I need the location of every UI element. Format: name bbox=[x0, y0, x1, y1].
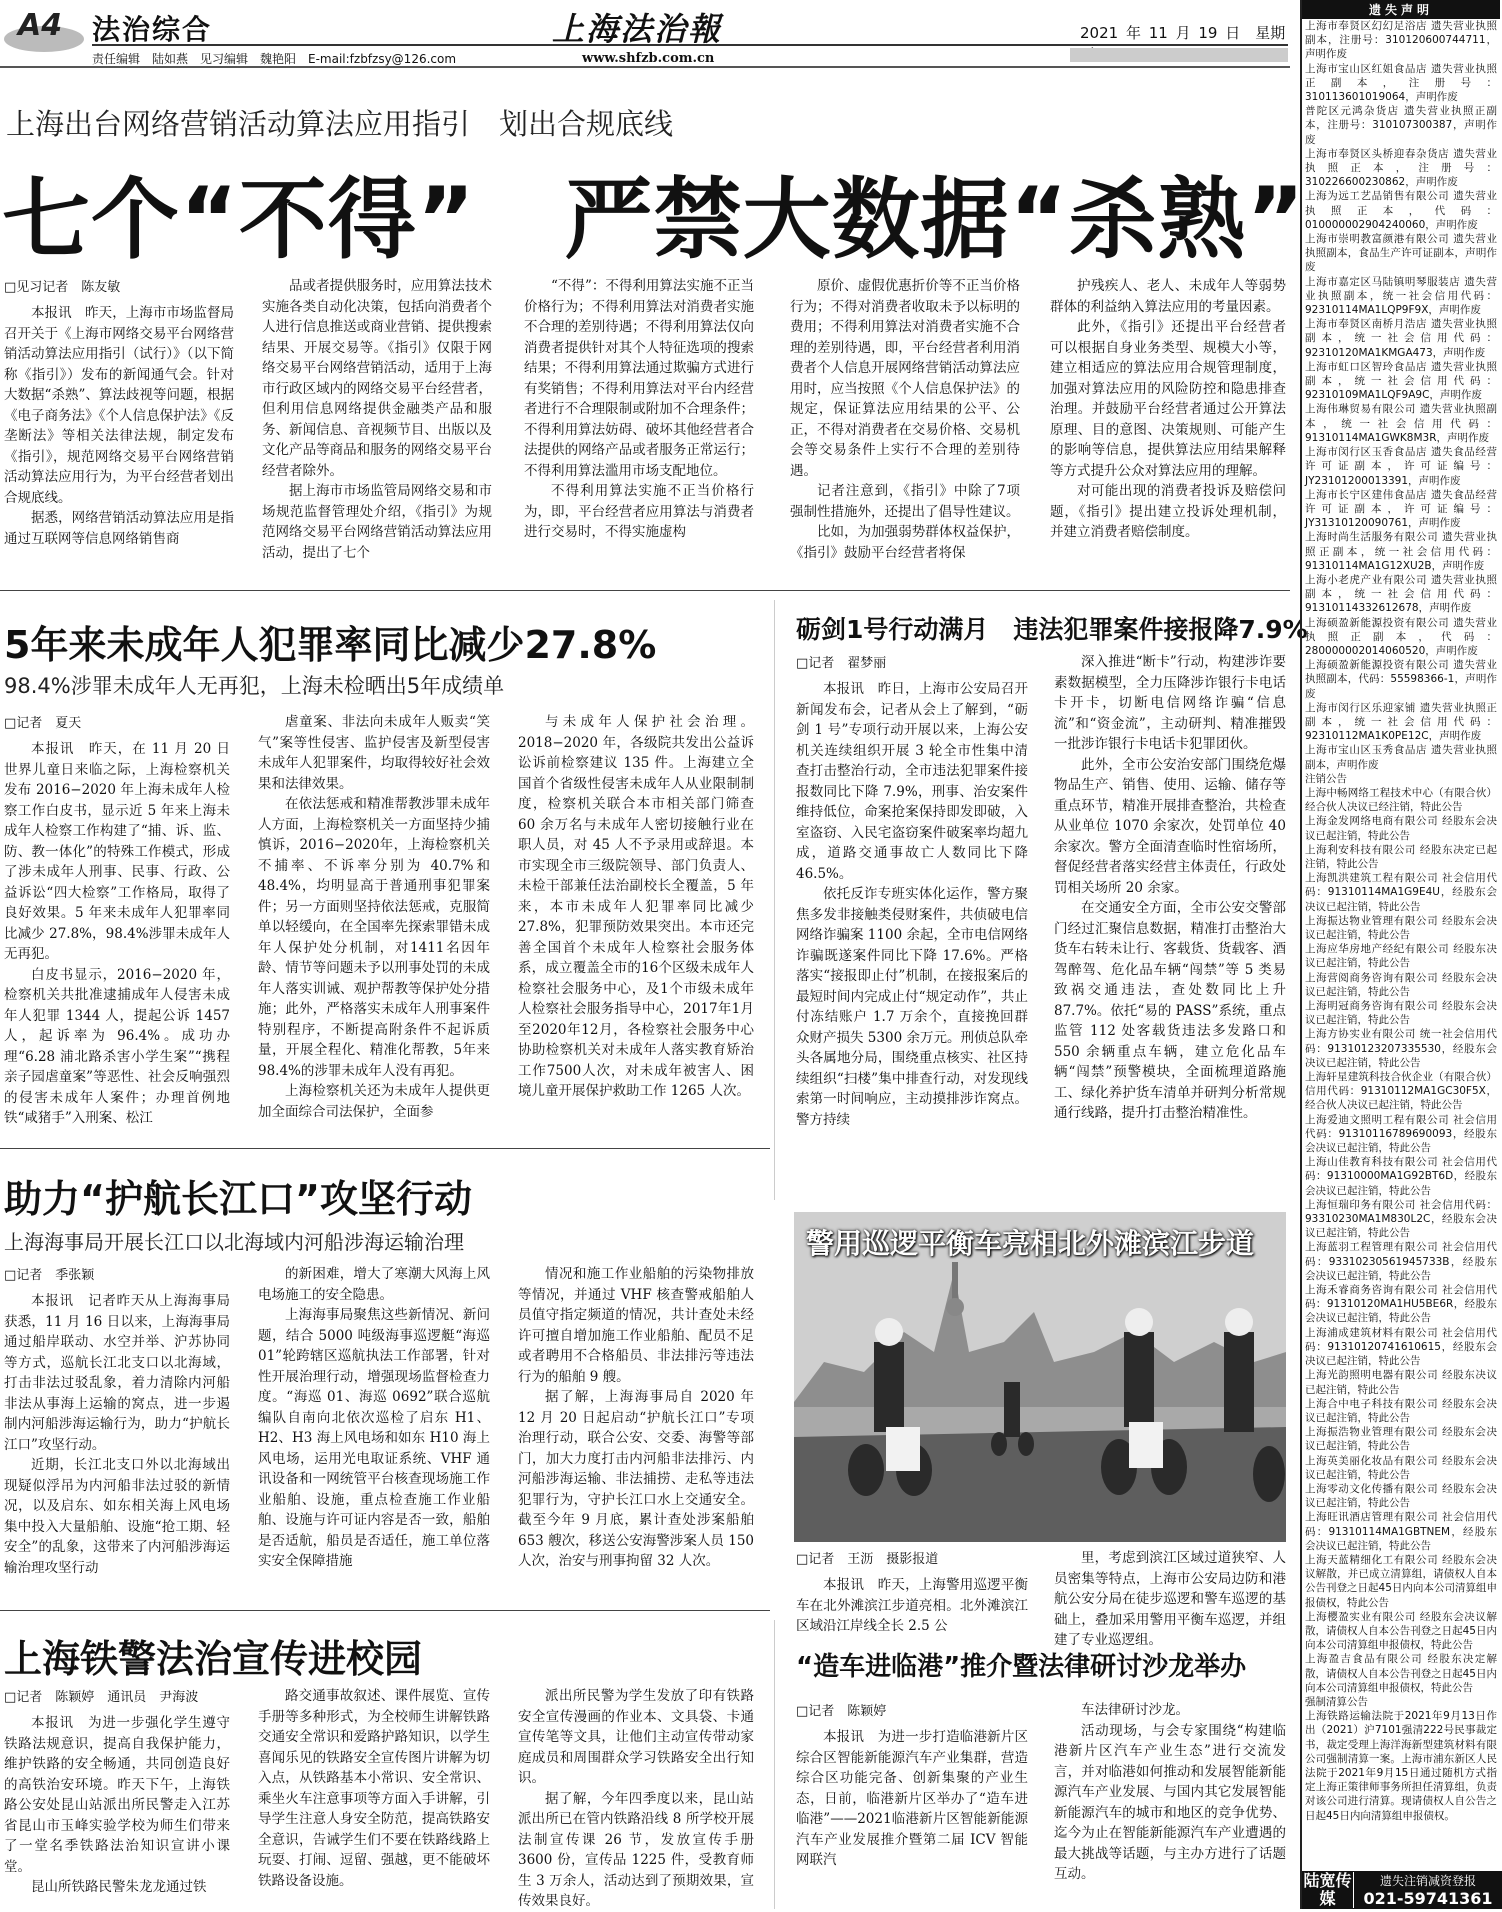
divider-rule bbox=[0, 590, 1290, 591]
story4-column-1 bbox=[4, 1264, 230, 1598]
classified-entry: 上海爱迪文照明工程有限公司 社会信用代码：91310116789690093，经股东会决议已起注销，特此公告 bbox=[1305, 1113, 1497, 1155]
classified-entry: 上海应华房地产经纪有限公司 经股东决议已起注销，特此公告 bbox=[1305, 943, 1497, 970]
photo-scooter-body bbox=[886, 1427, 920, 1471]
story5-byline: □记者 陈颖婷 通讯员 尹海波 bbox=[4, 1690, 199, 1705]
classified-entry: 上海利安科技有限公司 经股东决定已起注销，特此公告 bbox=[1305, 843, 1497, 870]
ad-agency-name: 陆宽传媒 bbox=[1302, 1872, 1354, 1908]
classified-entry: 上海零动文化传播有限公司 经股东会决议已起注销，特此公告 bbox=[1305, 1482, 1497, 1510]
classified-entry: 上海中畅网络工程技术中心（有限合伙）经合伙人决议已经注销，特此公告 bbox=[1305, 786, 1497, 814]
photo-story-byline: □记者 王沥 摄影报道 bbox=[796, 1552, 939, 1567]
story4-paragraph: 的新困难，增大了寒潮大风海上风电场施工的安全隐患。 bbox=[258, 1266, 490, 1303]
photo-wheel bbox=[1253, 1446, 1285, 1502]
story6-byline: □记者 陈颖婷 bbox=[796, 1704, 887, 1719]
classified-entry: 上海山佳教育科技有限公司 社会信用代码：91310000MA1G92BT6D，经股东会决议已起注销，特此公告 bbox=[1305, 1156, 1497, 1197]
masthead-bottom-rule bbox=[0, 66, 1290, 68]
classified-entry: 上海市闵行区乐迎家铺 遗失营业执照正副本，统一社会信用代码：92310112MA1K0PE12C，声明作废 bbox=[1305, 701, 1497, 743]
classified-entry: 上海旺讯酒店管理有限公司 社会信用代码：91310114MA1GBTNEM，经股东会决议已起注销，特此公告 bbox=[1305, 1511, 1497, 1552]
editor-credits: 责任编辑 陆如燕 见习编辑 魏艳阳 E-mail:fzbfzsy@126.com bbox=[92, 52, 457, 66]
story5-headline: 上海铁警法治宣传进校园 bbox=[4, 1636, 423, 1681]
story5-column-2 bbox=[258, 1686, 490, 1906]
classified-entry: 上海轩星建筑科技合伙企业（有限合伙）信用代码：91310112MA1GC30F5X，经合伙人决议已起注销，特此公告 bbox=[1305, 1071, 1497, 1112]
story1-kicker: 上海出台网络营销活动算法应用指引 划出合规底线 bbox=[6, 107, 674, 141]
story2-headline: 5年来未成年人犯罪率同比减少27.8% bbox=[4, 623, 657, 667]
ad-contact-service: 遗失注销减资登报 bbox=[1379, 1874, 1476, 1888]
divider-rule bbox=[0, 1148, 770, 1149]
story4-paragraph: 近期，长江北支口外以北海域出现疑似浮吊为内河船非法过驳的新情况，以及启东、如东相关海上风电场集中投入大量船舶、设施“抢工期、轻安全”的乱象，这带来了内河船涉海运输治理攻坚行动 bbox=[4, 1457, 230, 1576]
story2-paragraph: 与未成年人保护社会治理。2018−2020 年，各级院共发出公益诉讼诉前检察建议 135 件。上海建立全国首个省级性侵害未成年人从业限制制度，检察机关联合本市相关部门筛查 60 余万名与未成年人密切接触行业在职人员，对 45 人不予录用或辞退。本市实现全市三级院领导、部门负责人、未检干部兼任法治副校长全覆盖，5 年来，本市未成年人犯罪率同比减少 27.8%，犯罪预防效果突出。本市还完善全国首个未成年人检察社会服务体系，成立覆盖全市的16个区级未成年人检察社会服务中心，及1个市级未成年人检察社会服务指导中心，2017年1月至2020年12月，各检察社会服务中心协助检察机关对未成年人落实教育矫治工作7500人次，对未成年被害人、困境儿童开展保护救助工作 1265 人次。 bbox=[518, 714, 754, 1099]
story1-paragraph: 此外，《指引》还提出平台经营者可以根据自身业务类型、规模大小等，建立相适应的算法应用合规管理制度，加强对算法应用的风险防控和隐患排查治理。并鼓励平台经营者通过公开算法原理、目的意图、决策规则、可能产生的影响等信息，提供算法应用结果解释等方式提升公众对算法应用的理解。 bbox=[1050, 319, 1286, 479]
classified-entry: 上海市嘉定区马陆镇明琴服装店 遗失营业执照副本，统一社会信用代码：92310114MA1LQP9F9X，声明作废 bbox=[1305, 275, 1497, 317]
story3-column-2 bbox=[1054, 652, 1286, 1197]
photo-tower-sphere bbox=[946, 1298, 964, 1316]
photo-story-column-2 bbox=[1054, 1548, 1286, 1648]
classified-entry: 上海蓝羽工程管理有限公司 社会信用代码：93310230561945733B，经股东会决议已起注销，特此公告 bbox=[1305, 1241, 1497, 1282]
photo-story-paragraph: 本报讯 昨天，上海警用巡逻平衡车在北外滩滨江步道亮相。北外滩滨江区域沿江岸线全长 2.5 公 bbox=[796, 1577, 1028, 1634]
column-divider bbox=[774, 1620, 775, 1909]
classifieds-footer bbox=[1302, 1871, 1502, 1909]
story2-paragraph: 虐童案、非法向未成年人贩卖“笑气”案等性侵害、监护侵害及新型侵害未成年人犯罪案件，均取得较好社会效果和法律效果。 bbox=[258, 714, 490, 792]
photo-officer bbox=[1124, 1332, 1154, 1427]
story5-paragraph: 据了解，今年四季度以来，昆山站派出所已在管内铁路沿线 8 所学校开展法制宣传课 26 节，发放宣传手册 3600 份，宣传品 1225 件，受教育师生 3 万余人，活动达到了预期效果，宣传效果良好。 bbox=[518, 1790, 754, 1909]
story3-byline: □记者 翟梦丽 bbox=[796, 656, 887, 671]
classified-entry: 上海禾睿商务咨询有限公司 社会信用代码：91310120MA1HU5BE6R，经股东会决议已起注销，特此公告 bbox=[1305, 1284, 1497, 1325]
classified-entry: 上海市宝山区红姐食品店 遗失营业执照正副本，注册号：310113601019064，声明作废 bbox=[1305, 62, 1497, 104]
story1-column-2 bbox=[262, 276, 492, 576]
classified-entry: 普陀区元鸿杂货店 遗失营业执照正副本，注册号：310107300387，声明作废 bbox=[1305, 105, 1497, 146]
story2-byline: □记者 夏天 bbox=[4, 716, 82, 731]
photo-wheel bbox=[1018, 1432, 1034, 1456]
classified-entry: 上海为远工艺品销售有限公司 遗失营业执照正本，代码：010000002904240060，声明作废 bbox=[1305, 190, 1497, 231]
story2-paragraph: 白皮书显示，2016−2020 年，检察机关共批准逮捕成年人侵害未成年人犯罪 1344 人，提起公诉 1457 人，起诉率为 96.4%。成功办理“6.28 浦北路杀害小学生案”“携程亲子园虐童案”等恶性、社会反响强烈的侵害未成年人案件；办理首例地铁“咸猪手”入刑案、松江 bbox=[4, 966, 230, 1126]
photo-officer bbox=[874, 1342, 904, 1432]
news-photo bbox=[794, 1212, 1286, 1542]
story6-paragraph: 车法律研讨沙龙。 bbox=[1081, 1702, 1189, 1718]
classified-entry: 上海市奉贤区幻幻足浴店 遗失营业执照副本，注册号：310120600744711，声明作废 bbox=[1305, 20, 1497, 61]
page-number-badge bbox=[4, 6, 90, 52]
story3-paragraph: 本报讯 昨日，上海市公安局召开新闻发布会，记者从会上了解到，“砺剑 1 号”专项行动开展以来，上海公安机关连续组织开展 3 轮全市性集中清查打击整治行动，全市违法犯罪案件接报数同比下降 7.9%，刑事、治安案件维持低位，命案抢案保持即发即破，入室盗窃、入民宅盗窃案件破案率均超九成，道路交通事故亡人数同比下降 46.5%。 bbox=[796, 681, 1028, 882]
ad-contact-phone: 021-59741361 bbox=[1363, 1889, 1493, 1908]
ad-contact bbox=[1354, 1873, 1502, 1907]
story1-paragraph: 据上海市市场监管局网络交易和市场规范监督管理处介绍，《指引》为规范网络交易平台网络营销活动算法应用活动，提出了七个 bbox=[262, 483, 492, 561]
story5-paragraph: 昆山所铁路民警朱龙龙通过铁 bbox=[31, 1879, 207, 1895]
photo-officer bbox=[1004, 1382, 1020, 1437]
story1-column-3 bbox=[524, 276, 754, 576]
issue-date: 2021 年 11 月 19 日 星期 bbox=[1080, 24, 1286, 42]
story5-paragraph: 路交通事故叙述、课件展览、宣传手册等多种形式，为全校师生讲解铁路交通安全常识和爱路护路知识，以学生喜闻乐见的铁路安全宣传图片讲解为切入点，从铁路基本小常识、安全常识、乘坐火车注意事项等方面入手讲解，引导学生注意人身安全防范，提高铁路安全意识，告诫学生们不要在铁路线路上玩耍、打闹、逗留、强越，更不能破坏铁路设备设施。 bbox=[258, 1688, 490, 1889]
classified-entry: 上海光韵照明电器有限公司 经股东决议已起注销，特此公告 bbox=[1305, 1369, 1497, 1396]
story1-paragraph: 护残疾人、老人、未成年人等弱势群体的利益纳入算法应用的考量因素。 bbox=[1050, 278, 1286, 315]
story6-column-1 bbox=[796, 1700, 1028, 1906]
photo-caption-title: 警用巡逻平衡车亮相北外滩滨江步道 bbox=[806, 1227, 1255, 1260]
story3-paragraph: 在交通安全方面，全市公安交警部门经过汇聚信息数据，精准打击整治大货车右转未让行、客载货、货载客、酒驾醉驾、危化品车辆“闯禁”等 5 类易致祸交通违法，查处数同比上升 87.7%。依托“易的 PASS”系统，重点监管 112 处客载货违法多发路口和 550 余辆重点车辆，建立危化品车辆“闯禁”预警模块，全面梳理道路施工、绿化养护货车清单并研判分析常规通行线路，提升打击整治精准性。 bbox=[1054, 900, 1286, 1121]
story6-headline: “造车进临港”推介暨法律研讨沙龙举办 bbox=[796, 1652, 1247, 1682]
section-name: 法治综合 bbox=[92, 13, 213, 46]
story4-headline: 助力“护航长江口”攻坚行动 bbox=[4, 1177, 472, 1221]
story2-paragraph: 本报讯 昨天，在 11 月 20 日世界儿童日来临之际，上海检察机关发布 2016−2020 年上海未成年人检察工作白皮书，显示近 5 年来上海未成年人检察工作构建了“捕、诉、监、防、教一体化”的特殊工作模式，形成了涉未成年人刑事、民事、行政、公益诉讼“四大检察”工作格局，取得了良好效果。5 年来未成年人犯罪率同比减少 27.8%，98.4%涉罪未成年人无再犯。 bbox=[4, 741, 230, 962]
story2-kicker: 98.4%涉罪未成年人无再犯，上海未检晒出5年成绩单 bbox=[4, 674, 505, 698]
story5-paragraph: 派出所民警为学生发放了印有铁路安全宣传漫画的作业本、文具袋、卡通宣传笔等文具，让他们主动宣传带动家庭成员和周围群众学习铁路安全出行知识。 bbox=[518, 1688, 754, 1786]
story1-paragraph: 不得利用算法实施不正当价格行为，即，平台经营者应用算法与消费者进行交易时，不得实施虚构 bbox=[524, 483, 754, 540]
classified-entry: 上海市崇明教富颜港有限公司 遗失营业执照副本，食品生产许可证副本，声明作废 bbox=[1305, 233, 1497, 274]
story1-paragraph: “不得”：不得利用算法实施不正当价格行为；不得利用算法对消费者实施不合理的差别待遇；不得利用算法仅向消费者提供针对其个人特征选项的搜索结果；不得利用算法通过欺骗方式进行有奖销售；不得利用算法对平台内经营者进行不合理限制或附加不合理条件；不得利用算法妨碍、破坏其他经营者合法提供的网络产品或者服务正常运行；不得利用算法滥用市场支配地位。 bbox=[524, 278, 754, 479]
page-number: A4 bbox=[18, 8, 63, 43]
classified-entry: 上海合中电子科技有限公司 经股东会决议已起注销，特此公告 bbox=[1305, 1397, 1497, 1424]
story1-paragraph: 比如，为加强弱势群体权益保护，《指引》鼓励平台经营者将保 bbox=[790, 524, 1020, 561]
classified-entry: 上海伟琳贸易有限公司 遗失营业执照副本，统一社会信用代码：91310114MA1GWK8M3R，声明作废 bbox=[1305, 403, 1497, 444]
story2-paragraph: 上海检察机关还为未成年人提供更加全面综合司法保护，全面参 bbox=[258, 1083, 490, 1120]
masthead bbox=[0, 0, 1290, 68]
story3-paragraph: 依托反诈专班实体化运作，警方聚焦多发非接触类侵财案件，共侦破电信网络诈骗案 1100 余起，全市电信网络诈骗既遂案件同比下降 17.6%。严格落实“接报即止付”机制，在接报案后的最短时间内完成止付“规定动作”，共止付冻结账户 1.7 万余个，直接挽回群众财产损失 5300 余万元。刑侦总队牵头各属地分局，围绕重点核实、社区持续组织“扫楼”集中排查行动，对发现线索第一时间响应，主动摸排涉诈窝点。警方持续 bbox=[796, 886, 1028, 1128]
story2-column-3 bbox=[518, 712, 754, 1132]
story4-paragraph: 本报讯 记者昨天从上海海事局获悉，11 月 16 日以来，上海海事局通过船岸联动、水空并举、沪苏协同等方式，巡航长江北支口以北海域，打击非法过驳乱象，着力清除内河船非法从事海上运输的窝点，进一步遏制内河船涉海运输行为，助力“护航长江口”攻坚行动。 bbox=[4, 1293, 230, 1453]
classifieds-title: 遗失声明 bbox=[1302, 0, 1500, 19]
story1-paragraph: 品或者提供服务时，应用算法技术实施各类自动化决策，包括向消费者个人进行信息推送或商业营销、提供搜索结果、开展交易等。《指引》仅限于网络交易平台网络营销活动，适用于上海市行政区域内的网络交易平台经营者，但利用信息网络提供金融类产品和服务、新闻信息、音视频节目、出版以及文化产品等商品和服务的网络交易平台经营者除外。 bbox=[262, 278, 492, 479]
classified-entry: 上海时尚生活服务有限公司 遗失营业执照正副本，统一社会信用代码：91310114MA1G12XU2B，声明作废 bbox=[1305, 531, 1497, 572]
classified-entry: 上海硕盈新能源投资有限公司 遗失营业执照正副本，代码：280000002014060520，声明作废 bbox=[1305, 616, 1497, 657]
story1-column-5 bbox=[1050, 276, 1286, 576]
story4-paragraph: 据了解，上海海事局自 2020 年 12 月 20 日起启动“护航长江口”专项治理行动，联合公安、交委、海警等部门，加大力度打击内河船非法排污、内河船涉海运输、非法捕捞、走私等违法犯罪行为，守护长江口水上交通安全。截至今年 9 月底，累计查处涉案船舶 653 艘次，移送公安海警涉案人员 150 人次，治安与刑事拘留 32 人次。 bbox=[518, 1389, 754, 1569]
photo-tower bbox=[952, 1262, 958, 1302]
photo-wheel bbox=[848, 1444, 884, 1496]
story3-headline: 砺剑1号行动满月 违法犯罪案件接报降7.9% bbox=[796, 615, 1308, 644]
classified-entry: 上海浦成建筑材料有限公司 社会信用代码：91310120741610615，经股东会决议已起注销，特此公告 bbox=[1305, 1326, 1497, 1368]
masthead-gray-bar bbox=[1070, 48, 1288, 62]
column-divider bbox=[774, 600, 775, 1200]
story1-paragraph: 对可能出现的消费者投诉及赔偿问题，《指引》提出建立投诉处理机制，并建立消费者赔偿制度。 bbox=[1050, 483, 1286, 540]
classified-entry: 上海铁路运输法院于2021年9月13日作出（2021）沪7101强清222号民事裁定书，裁定受理上海洋海新型建筑材料有限公司强制清算一案。上海市浦东新区人民法院于2021年9月15日通过随机方式指定上海正策律师事务所担任清算组，负责对该公司进行清算。现请债权人自公告之日起45日内向清算组申报债权。 bbox=[1305, 1710, 1497, 1822]
story1-column-4 bbox=[790, 276, 1020, 576]
story1-headline: 七个“不得” 严禁大数据“杀熟” bbox=[2, 168, 1306, 271]
classified-entry: 上海天蓝精细化工有限公司 经股东会决议解散，并已成立清算组，请债权人自本公告刊登之日起45日内向本公司清算组申报债权，特此公告 bbox=[1305, 1553, 1497, 1609]
classified-entry: 上海市闵行区玉香食品店 遗失食品经营许可证副本，许可证编号：JY23101200013391，声明作废 bbox=[1305, 446, 1497, 487]
classified-entry: 上海小老虎产业有限公司 遗失营业执照副本，统一社会信用代码：91310114332612678，声明作废 bbox=[1305, 573, 1497, 615]
story2-column-2 bbox=[258, 712, 490, 1132]
classified-entry: 上海市奉贤区头桥迎春杂货店 遗失营业执照正本，注册号：310226600230862，声明作废 bbox=[1305, 147, 1497, 189]
classified-entry: 上海明冠商务咨询有限公司 经股东会决议已起注销，特此公告 bbox=[1305, 1000, 1497, 1027]
photo-officer-helmet bbox=[875, 1318, 903, 1346]
story6-paragraph: 本报讯 为进一步打造临港新片区综合区智能新能源汽车产业集群，营造综合区功能完备、创新集聚的产业生态，日前，临港新片区举办了“造车进临港”——2021临港新片区智能新能源汽车产业发展推介暨第二届 ICV 智能网联汽 bbox=[796, 1729, 1028, 1868]
classified-entry: 上海凯洪建筑工程有限公司 社会信用代码：91310114MA1G9E4U，经股东会决议已起注销，特此公告 bbox=[1305, 872, 1497, 913]
classified-entry: 上海金发网络电商有限公司 经股东会决议已起注销，特此公告 bbox=[1305, 815, 1497, 842]
story1-column-1 bbox=[4, 276, 234, 576]
story2-column-1 bbox=[4, 712, 230, 1132]
classified-entry: 上海盈吉食品有限公司 经股东决定解散，请债权人自本公告刊登之日起45日内向本公司清算组申报债权，特此公告 bbox=[1305, 1653, 1497, 1694]
classified-entry: 上海营阅商务咨询有限公司 经股东会决议已起注销，特此公告 bbox=[1305, 971, 1497, 998]
classified-entry: 强制清算公告 bbox=[1305, 1695, 1368, 1708]
story3-column-1 bbox=[796, 652, 1028, 1197]
divider-rule bbox=[0, 1610, 770, 1611]
story1-paragraph: 原价、虚假优惠折价等不正当价格行为；不得对消费者收取未予以标明的费用；不得利用算法对消费者实施不合理的差别待遇，即，平台经营者利用消费者个人信息开展网络营销活动算法应用时，应当按照《个人信息保护法》的规定，保证算法应用结果的公平、公正，不得对消费者在交易价格、交易机会等交易条件上实行不合理的差别待遇。 bbox=[790, 278, 1020, 479]
story6-column-2 bbox=[1054, 1700, 1286, 1906]
classified-entry: 上海振达物业管理有限公司 经股东会决议已起注销，特此公告 bbox=[1305, 914, 1497, 941]
photo-scooter-body bbox=[1129, 1422, 1163, 1468]
classifieds-list bbox=[1302, 19, 1500, 1823]
classified-entry: 上海市长宁区建伟食品店 遗失食品经营许可证副本，许可证编号：JY31310120090761，声明作废 bbox=[1305, 488, 1497, 530]
story5-paragraph: 本报讯 为进一步强化学生遵守铁路法规意识，提高自我保护能力，维护铁路的安全畅通，共同创造良好的高铁治安环境。昨天下午，上海铁路公安处昆山站派出所民警走入江苏省昆山市玉峰实验学校为师生们带来了一堂名季铁路法治知识宣讲小课堂。 bbox=[4, 1715, 230, 1875]
story4-paragraph: 上海海事局聚焦这些新情况、新问题，结合 5000 吨级海事巡逻艇“海巡 01”轮跨辖区巡航执法工作部署，针对性开展治理行动，增强现场监督检查力度。“海巡 01、海巡 0692”联合巡航编队自南向北依次巡检了启东 H1、H2、H3 海上风电场和如东 H10 海上风电场，运用光电取证系统、VHF 通讯设备和一网统管平台核查现场施工作业船舶、设施，重点检查施工作业船舶、设施与许可证内容是否一致，船舶是否适航，船员是否适任，施工单位落实安全保障措施 bbox=[258, 1307, 490, 1569]
website-url: www.shfzb.com.cn bbox=[582, 51, 715, 66]
classified-entry: 注销公告 bbox=[1305, 772, 1347, 785]
story4-column-2 bbox=[258, 1264, 490, 1598]
photo-officer bbox=[1224, 1332, 1254, 1432]
story1-paragraph: 本报讯 昨天，上海市市场监督局召开关于《上海市网络交易平台网络营销活动算法应用指引（试行）》（以下简称《指引》）发布的新闻通气会。针对大数据“杀熟”、算法歧视等问题，根据《电子商务法》《个人信息保护法》《反垄断法》等相关法律法规，制定发布《指引》，规范网络交易平台网络营销活动算法应用行为，为平台经营者划出合规底线。 bbox=[4, 305, 234, 506]
story4-byline: □记者 季张颖 bbox=[4, 1268, 95, 1283]
story3-paragraph: 此外，全市公安治安部门围绕危爆物品生产、销售、使用、运输、储存等重点环节，精准开展排查整治，共检查从业单位 1070 余家次，处罚单位 40 余家次。警方全面清查临时性宿场所，督促经营者落实经营主体责任，行政处罚相关场所 20 余家。 bbox=[1054, 756, 1286, 896]
story4-column-3 bbox=[518, 1264, 754, 1598]
story4-kicker: 上海海事局开展长江口以北海域内河船涉海运输治理 bbox=[4, 1230, 464, 1254]
story1-paragraph: 记者注意到，《指引》中除了7项强制性措施外，还提出了倡导性建议。 bbox=[790, 483, 1020, 520]
classified-entry: 上海硕盈新能源投资有限公司 遗失营业执照副本，代码：55598366-1，声明作废 bbox=[1305, 659, 1497, 700]
story5-column-3 bbox=[518, 1686, 754, 1909]
classified-entry: 上海市虹口区智玲食品店 遗失营业执照副本，统一社会信用代码：92310109MA1LQF9A9C，声明作废 bbox=[1305, 360, 1497, 402]
story3-paragraph: 深入推进“断卡”行动，构建涉诈要素数据模型，全力压降涉诈银行卡电话卡开卡，切断电信网络诈骗“信息流”和“资金流”，主动研判、精准摧毁一批涉诈银行卡电话卡犯罪团伙。 bbox=[1054, 654, 1286, 752]
story6-paragraph: 活动现场，与会专家围绕“构建临港新片区汽车产业生态”进行交流发言，并对临港如何推动和发展智能新能源汽车产业发展、与国内其它发展智能新能源汽车的城市和地区的竞争优势、迄今为止在智能新能源汽车产业遭遇的最大挑战等话题，与主办方进行了话题互动。 bbox=[1054, 1722, 1286, 1882]
classified-entry: 上海振浩物业管理有限公司 经股东会决议已起注销，特此公告 bbox=[1305, 1426, 1497, 1453]
story5-column-1 bbox=[4, 1686, 230, 1906]
story4-paragraph: 情况和施工作业船舶的污染物排放等情况，并通过 VHF 核查警戒船舶人员值守指定频道的情况，共计查处未经许可擅自增加施工作业船舶、配员不足或者聘用不合格船员、非法排污等违法行为的船舶 9 艘。 bbox=[518, 1266, 754, 1385]
classified-notices bbox=[1300, 0, 1500, 1909]
classified-entry: 上海市宝山区玉秀食品店 遗失营业执照副本，声明作废 bbox=[1305, 744, 1497, 771]
photo-story-column-1 bbox=[796, 1548, 1028, 1634]
newspaper-logo: 上海法治報 bbox=[552, 10, 723, 48]
classified-entry: 上海樱盈实业有限公司 经股东会决议解散，请债权人自本公告刊登之日起45日内向本公司清算组申报债权，特此公告 bbox=[1305, 1610, 1497, 1652]
photo-wheel bbox=[991, 1432, 1007, 1456]
story1-paragraph: 据悉，网络营销活动算法应用是指通过互联网等信息网络销售商 bbox=[4, 510, 234, 547]
story1-byline: □见习记者 陈友敏 bbox=[4, 280, 121, 295]
story2-paragraph: 在依法惩戒和精准帮教涉罪未成年人方面，上海检察机关一方面坚持少捕慎诉，2016−2020年，上海检察机关不捕率、不诉率分别为 40.7%和48.4%，均明显高于普通刑事犯罪案件；另一方面则坚持依法惩戒，克服简单以轻缓向，在全国率先探索罪错未成年人保护处分机制，对1411名因年龄、情节等问题未予以刑事处罚的未成年人落实训诫、观护帮教等保护处分措施；此外，严格落实未成年人刑事案件特别程序，不断提高附条件不起诉质量，开展全程化、精准化帮教，5年来 98.4%的涉罪未成年人没有再犯。 bbox=[258, 796, 490, 1079]
photo-officer-helmet bbox=[1225, 1308, 1253, 1336]
photo-officer-helmet bbox=[1125, 1308, 1153, 1336]
classified-entry: 上海英美丽化妆品有限公司 经股东会决议已起注销，特此公告 bbox=[1305, 1454, 1497, 1481]
classified-entry: 上海恒瑞印务有限公司 社会信用代码：93310230MA1M830L2C，经股东会决议已起注销，特此公告 bbox=[1305, 1198, 1497, 1240]
photo-story-paragraph: 里，考虑到滨江区域过道狭窄、人员密集等特点，上海市公安局边防和港航公安分局在徒步巡逻和警车巡逻的基础上，叠加采用警用平衡车巡逻，并组建了专业巡逻组。 bbox=[1054, 1550, 1286, 1648]
classified-entry: 上海方协实业有限公司 统一社会信用代码：91310123207335530，经股东会决议已起注销，特此公告 bbox=[1305, 1028, 1497, 1069]
classified-entry: 上海市奉贤区南桥月浩店 遗失营业执照副本，统一社会信用代码：92310120MA1KMGA473，声明作废 bbox=[1305, 318, 1497, 359]
